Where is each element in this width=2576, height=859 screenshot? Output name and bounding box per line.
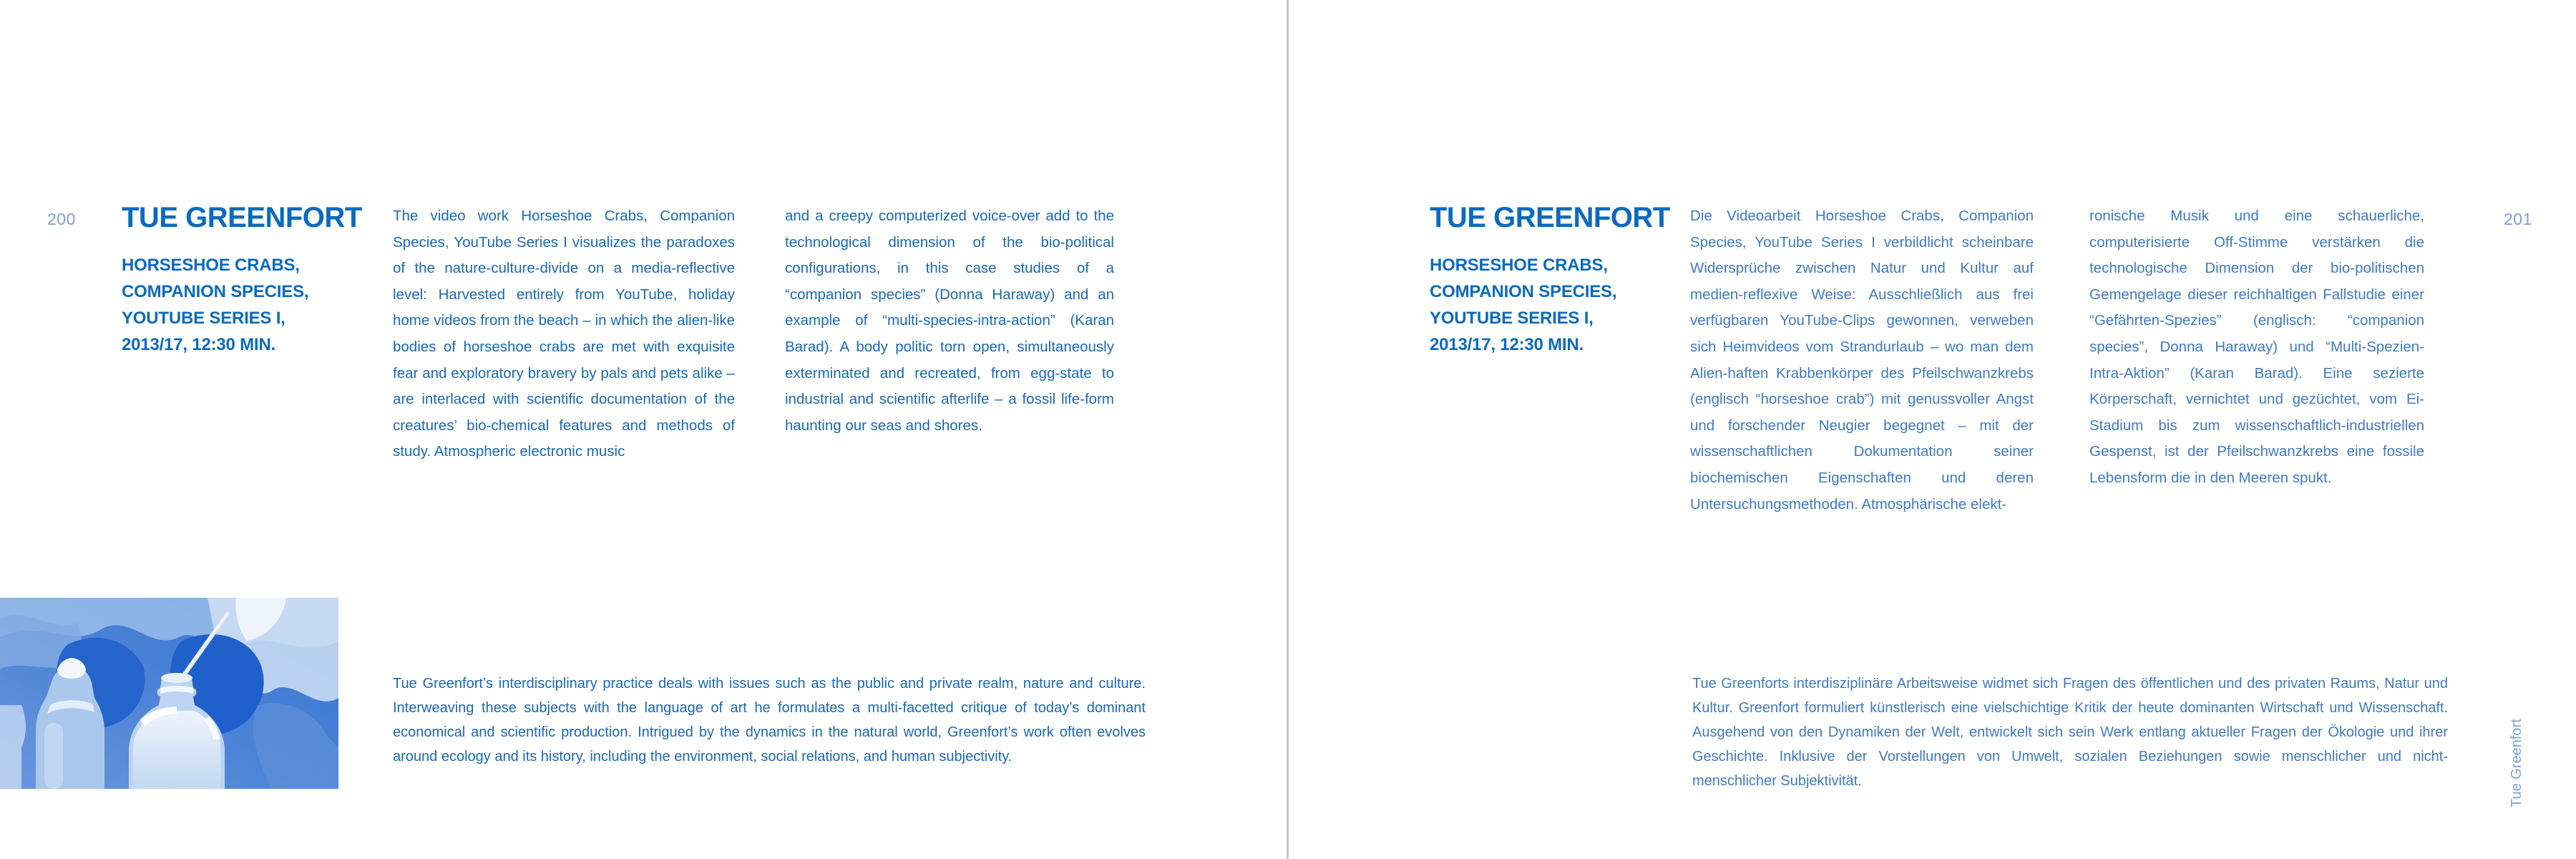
artist-bio-english: Tue Greenfort’s interdisciplinary practice deals with issues such as the public and private realm, nature and culture. Interweaving these subjects with the language of art he formulates a multi-facetted critique of today’s dominant economical and scientific production. Intrigued by the dynamics in the natural world, Greenfort’s work often evolves around ecology and its history, including the environment, social relations, and human subjectivity. (393, 676, 1146, 765)
work-caption-line: COMPANION SPECIES, (122, 282, 309, 301)
artwork-photo-blue-duotone (0, 598, 338, 789)
work-caption-line: YOUTUBE SERIES I, (1430, 309, 1594, 328)
body-text-column-2-english: and a creepy computerized voice-over add to the technological dimension of the bio-political configurations, in this case studies of a “companion species” (Donna Haraway) and an example of “multi-species-intra-action” (Karan Barad). A body politic torn open, simultaneously exterminated and recreated, from egg-state to industrial and scientific afterlife – a fossil life-form haunting our seas and shores. (785, 208, 1114, 434)
page-gutter-divider (1287, 0, 1289, 859)
body-text-column-2-german: ronische Musik und eine schauerliche, computerisierte Off-Stimme verstärken die technologische Dimension der bio-politischen Gemengelage dieser reichhaltigen Fallstudie einer “Gefährten-Spezies” (englisch: “companion species”, Donna Haraway) und “Multi-Spezien-Intra-Aktion” (Karan Barad). Eine sezierte Körperschaft, vernichtet und gezüchtet, vom Ei-Stadium bis zum wissenschaftlich-industriellen Gespenst, ist der Pfeilschwanzkrebs eine fossile Lebensform die in den Meeren spukt. (2089, 208, 2424, 486)
body-text-column-1-german: Die Videoarbeit Horseshoe Crabs, Companion Species, YouTube Series I verbildlicht scheinbare Widersprüche zwischen Natur und Kultur auf medien-reflexive Weise: Ausschließlich aus frei verfügbaren YouTube-Clips gewonnen, verweben sich Heimvideos vom Strandurlaub – wo man dem Alien-haften Krabbenkörper des Pfeilschwanzkrebs (englisch “horseshoe crab”) mit genussvoller Angst und forschender Neugier begegnet – mit der wissenschaftlichen Dokumentation seiner biochemischen Eigenschaften und deren Untersuchungsmethoden. Atmosphärische elekt- (1690, 208, 2034, 513)
body-text-column-1-english: The video work Horseshoe Crabs, Companion Species, YouTube Series I visualizes the paradoxes of the nature-culture-divide on a media-reflective level: Harvested entirely from YouTube, holiday home videos from the beach – in which the alien-like bodies of horseshoe crabs are met with exquisite fear and exploratory bravery by pals and pets alike – are interlaced with scientific documentation of the creatures’ bio-chemical features and methods of study. Atmospheric electronic music (393, 208, 735, 460)
page-number-right: 201 (2504, 210, 2532, 228)
work-caption-left (122, 252, 308, 358)
margin-caption-vertical: Tue Greenfort (2509, 719, 2524, 807)
artwork-photo-graphic (0, 598, 338, 789)
artist-bio-german: Tue Greenforts interdisziplinäre Arbeitsweise widmet sich Fragen des öffentlichen und des privaten Raums, Natur und Kultur. Greenfort formuliert künstlerisch eine vielschichtige Kritik der heute dominanten Wirtschaft und Wissenschaft. Ausgehend von den Dynamiken der Welt, entwickelt sich sein Werk entlang aktueller Fragen der Ökologie und ihrer Geschichte. Inklusive der Vorstellungen von Umwelt, sozialen Beziehungen sowie menschlicher und nicht-menschlicher Subjektivität. (1692, 676, 2448, 789)
page-number-left: 200 (47, 210, 76, 228)
work-caption-line: COMPANION SPECIES, (1430, 282, 1617, 301)
work-caption-line: YOUTUBE SERIES I, (122, 309, 286, 328)
work-caption-line: 2013/17, 12:30 MIN. (122, 335, 276, 354)
work-caption-line: HORSESHOE CRABS, (1430, 256, 1608, 275)
artist-title-left: TUE GREENFORT (122, 202, 362, 233)
work-caption-line: 2013/17, 12:30 MIN. (1430, 335, 1584, 354)
artist-title-right: TUE GREENFORT (1430, 202, 1670, 233)
work-caption-right (1430, 252, 1616, 358)
work-caption-line: HORSESHOE CRABS, (122, 256, 300, 275)
